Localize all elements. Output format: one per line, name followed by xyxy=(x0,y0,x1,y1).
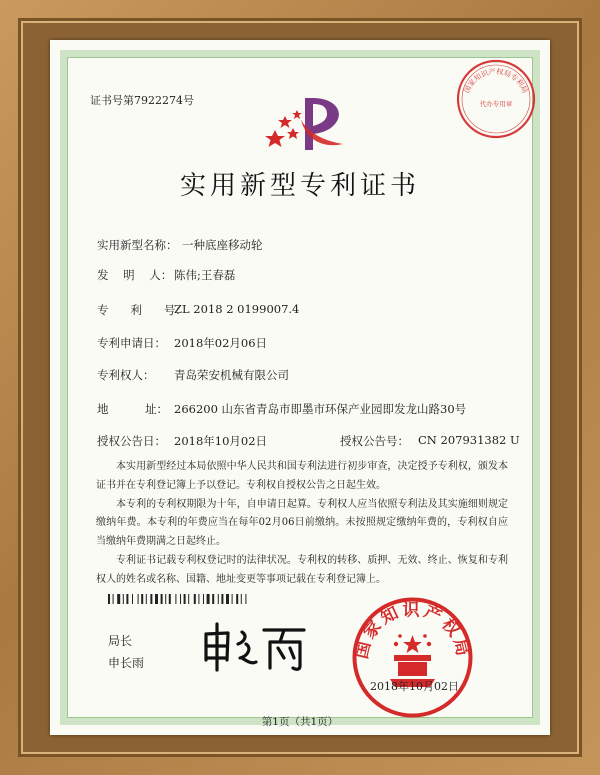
barcode-bar xyxy=(138,594,139,604)
barcode-bar xyxy=(218,594,219,604)
svg-text:代办专用章: 代办专用章 xyxy=(479,100,513,108)
director-title: 局长 xyxy=(108,634,133,648)
patent-office-logo-icon xyxy=(261,90,347,154)
certificate-paper xyxy=(50,40,550,735)
body-paragraph: 本实用新型经过本局依照中华人民共和国专利法进行初步审查，决定授予专利权，颁发本证书并在专利登记簿上予以登记。专利权自授权公告之日起生效。 xyxy=(96,461,508,491)
barcode-bar xyxy=(165,594,166,604)
field-label-name: 实用新型名称： xyxy=(97,238,178,252)
field-label-grant-date: 授权公告日： xyxy=(97,434,166,448)
field-label-inventor: 发 明 人： xyxy=(97,268,173,282)
page-footer: 第1页（共1页） xyxy=(261,716,339,728)
barcode-bar xyxy=(245,594,246,604)
body-paragraph: 本专利的专利权期限为十年，自申请日起算。专利权人应当依照专利法及其实施细则规定缴纳年费。本专利的年费应当在每年02月06日前缴纳。未按照规定缴纳年费的，专利权自应当缴纳年费期满之日起终止。 xyxy=(96,498,508,548)
field-label-address: 地 址： xyxy=(97,402,169,416)
field-label-filing-date: 专利申请日： xyxy=(97,336,166,350)
field-value-grant-no: CN 207931382 U xyxy=(418,433,520,447)
field-label-patentee: 专利权人： xyxy=(97,368,155,382)
barcode-bar xyxy=(194,594,196,604)
barcode-bar xyxy=(241,594,242,604)
field-value-name: 一种底座移动轮 xyxy=(182,238,263,252)
barcode-bar xyxy=(132,594,133,604)
barcode-bar xyxy=(113,594,114,604)
barcode-icon xyxy=(108,594,278,604)
barcode-bar xyxy=(141,594,143,604)
field-label-grant-no: 授权公告号： xyxy=(340,434,409,448)
barcode-bar xyxy=(232,594,233,604)
official-seal-icon xyxy=(350,595,475,720)
barcode-bar xyxy=(212,594,214,604)
field-value-patentee: 青岛荣安机械有限公司 xyxy=(174,368,289,382)
barcode-bar xyxy=(180,594,181,604)
barcode-bar xyxy=(150,594,152,604)
seal-date: 2018年10月02日 xyxy=(370,680,459,693)
barcode-bar xyxy=(184,594,186,604)
barcode-bar xyxy=(108,594,110,604)
barcode-bar xyxy=(169,594,171,604)
certificate-number: 证书号第7922274号 xyxy=(90,94,194,107)
barcode-bar xyxy=(161,594,163,604)
certificate-body-text xyxy=(96,458,508,590)
field-value-filing-date: 2018年02月06日 xyxy=(174,336,268,350)
barcode-bar xyxy=(155,594,158,604)
handwritten-signature xyxy=(200,620,310,674)
field-value-grant-date: 2018年10月02日 xyxy=(174,434,268,448)
svg-text:国家知识产权局: 国家知识产权局 xyxy=(351,600,474,661)
barcode-bar xyxy=(126,594,128,604)
body-paragraph: 专利证书记载专利权登记时的法律状况。专利权的转移、质押、无效、终止、恢复和专利权人的姓名或名称、国籍、地址变更等事项记载在专利登记簿上。 xyxy=(96,554,508,585)
barcode-bar xyxy=(175,594,176,604)
field-label-patent-no: 专 利 号： xyxy=(97,303,187,317)
barcode-bar xyxy=(221,594,223,604)
barcode-bar xyxy=(236,594,238,604)
barcode-bar xyxy=(226,594,229,604)
field-value-address: 266200 山东省青岛市即墨市环保产业园即发龙山路30号 xyxy=(174,402,467,416)
barcode-bar xyxy=(207,594,210,604)
svg-text:国家知识产权局专利局: 国家知识产权局专利局 xyxy=(462,66,530,95)
barcode-bar xyxy=(198,594,199,604)
field-value-inventor: 陈伟;王春磊 xyxy=(174,268,236,282)
barcode-bar xyxy=(123,594,124,604)
barcode-bar xyxy=(188,594,189,604)
director-name: 申长雨 xyxy=(108,656,145,670)
barcode-bar xyxy=(146,594,147,604)
barcode-bar xyxy=(117,594,120,604)
document-title: 实用新型专利证书 xyxy=(179,171,420,201)
field-value-patent-no: ZL 2018 2 0199007.4 xyxy=(174,302,300,316)
agency-stamp-icon xyxy=(455,58,537,140)
barcode-bar xyxy=(203,594,204,604)
